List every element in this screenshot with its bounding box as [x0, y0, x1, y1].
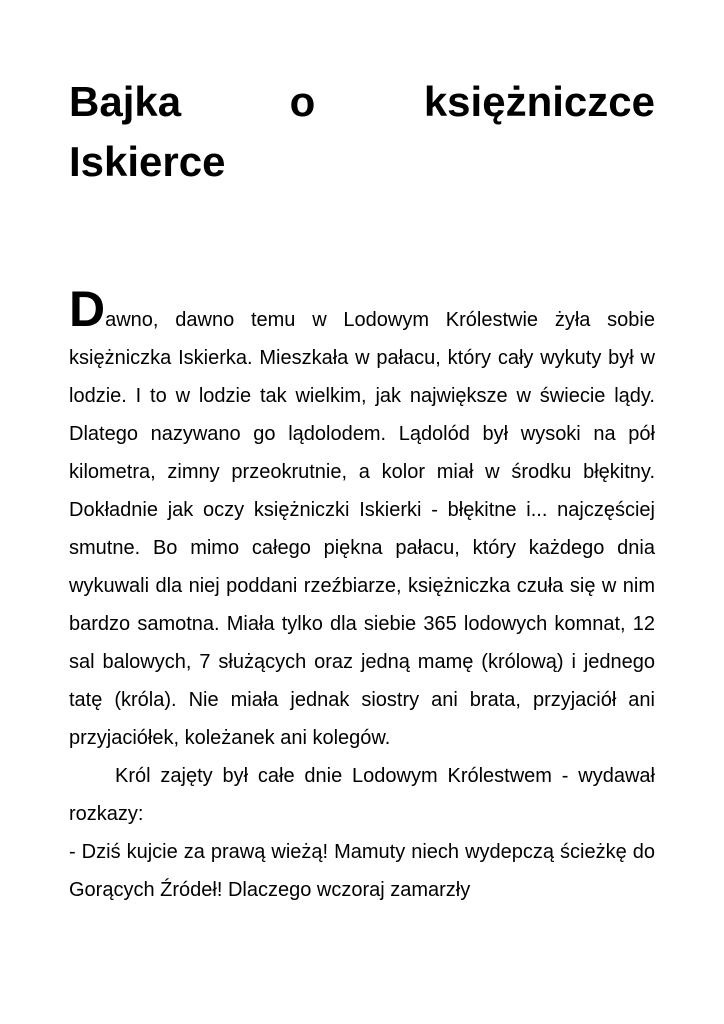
paragraph-1-text: awno, dawno temu w Lodowym Królestwie żyła sobie księżniczka Iskierka. Mieszkała w pałacu, który cały wykuty był w lodzie. I to w lodzie tak wielkim, jak największe w świecie lądy. Dlatego nazywano go lądolodem. Lądolód był wysoki na pół kilometra, zimny przeokrutnie, a kolor miał w środku błękitny. Dokładnie jak oczy księżniczki Iskierki - błękitne i... najczęściej smutne. Bo mimo całego piękna pałacu, który każdego dnia wykuwali dla niej poddani rzeźbiarze, księżniczka czuła się w nim bardzo samotna. Miała tylko dla siebie 365 lodowych komnat, 12 sal balowych, 7 służących oraz jedną mamę (królową) i jednego tatę (króla). Nie miała jednak siostry ani brata, przyjaciół ani przyjaciółek, koleżanek ani kolegów.: [69, 309, 655, 749]
document-title: [69, 72, 655, 192]
paragraph-1: [69, 281, 655, 757]
title-word: o: [289, 78, 316, 125]
document-page: [69, 72, 655, 901]
story-body: [69, 281, 655, 909]
paragraph-2: Król zajęty był całe dnie Lodowym Królestwem - wydawał rozkazy:: [69, 765, 655, 825]
drop-cap: D: [69, 281, 106, 337]
title-word: księżniczce: [423, 78, 655, 125]
paragraph-3: - Dziś kujcie za prawą wieżą! Mamuty niech wydepczą ścieżkę do Gorących Źródeł! Dlaczego wczoraj zamarzły: [69, 841, 655, 901]
title-line-1: [69, 72, 655, 132]
title-word: Bajka: [69, 78, 182, 125]
title-line-2: Iskierce: [69, 138, 226, 185]
